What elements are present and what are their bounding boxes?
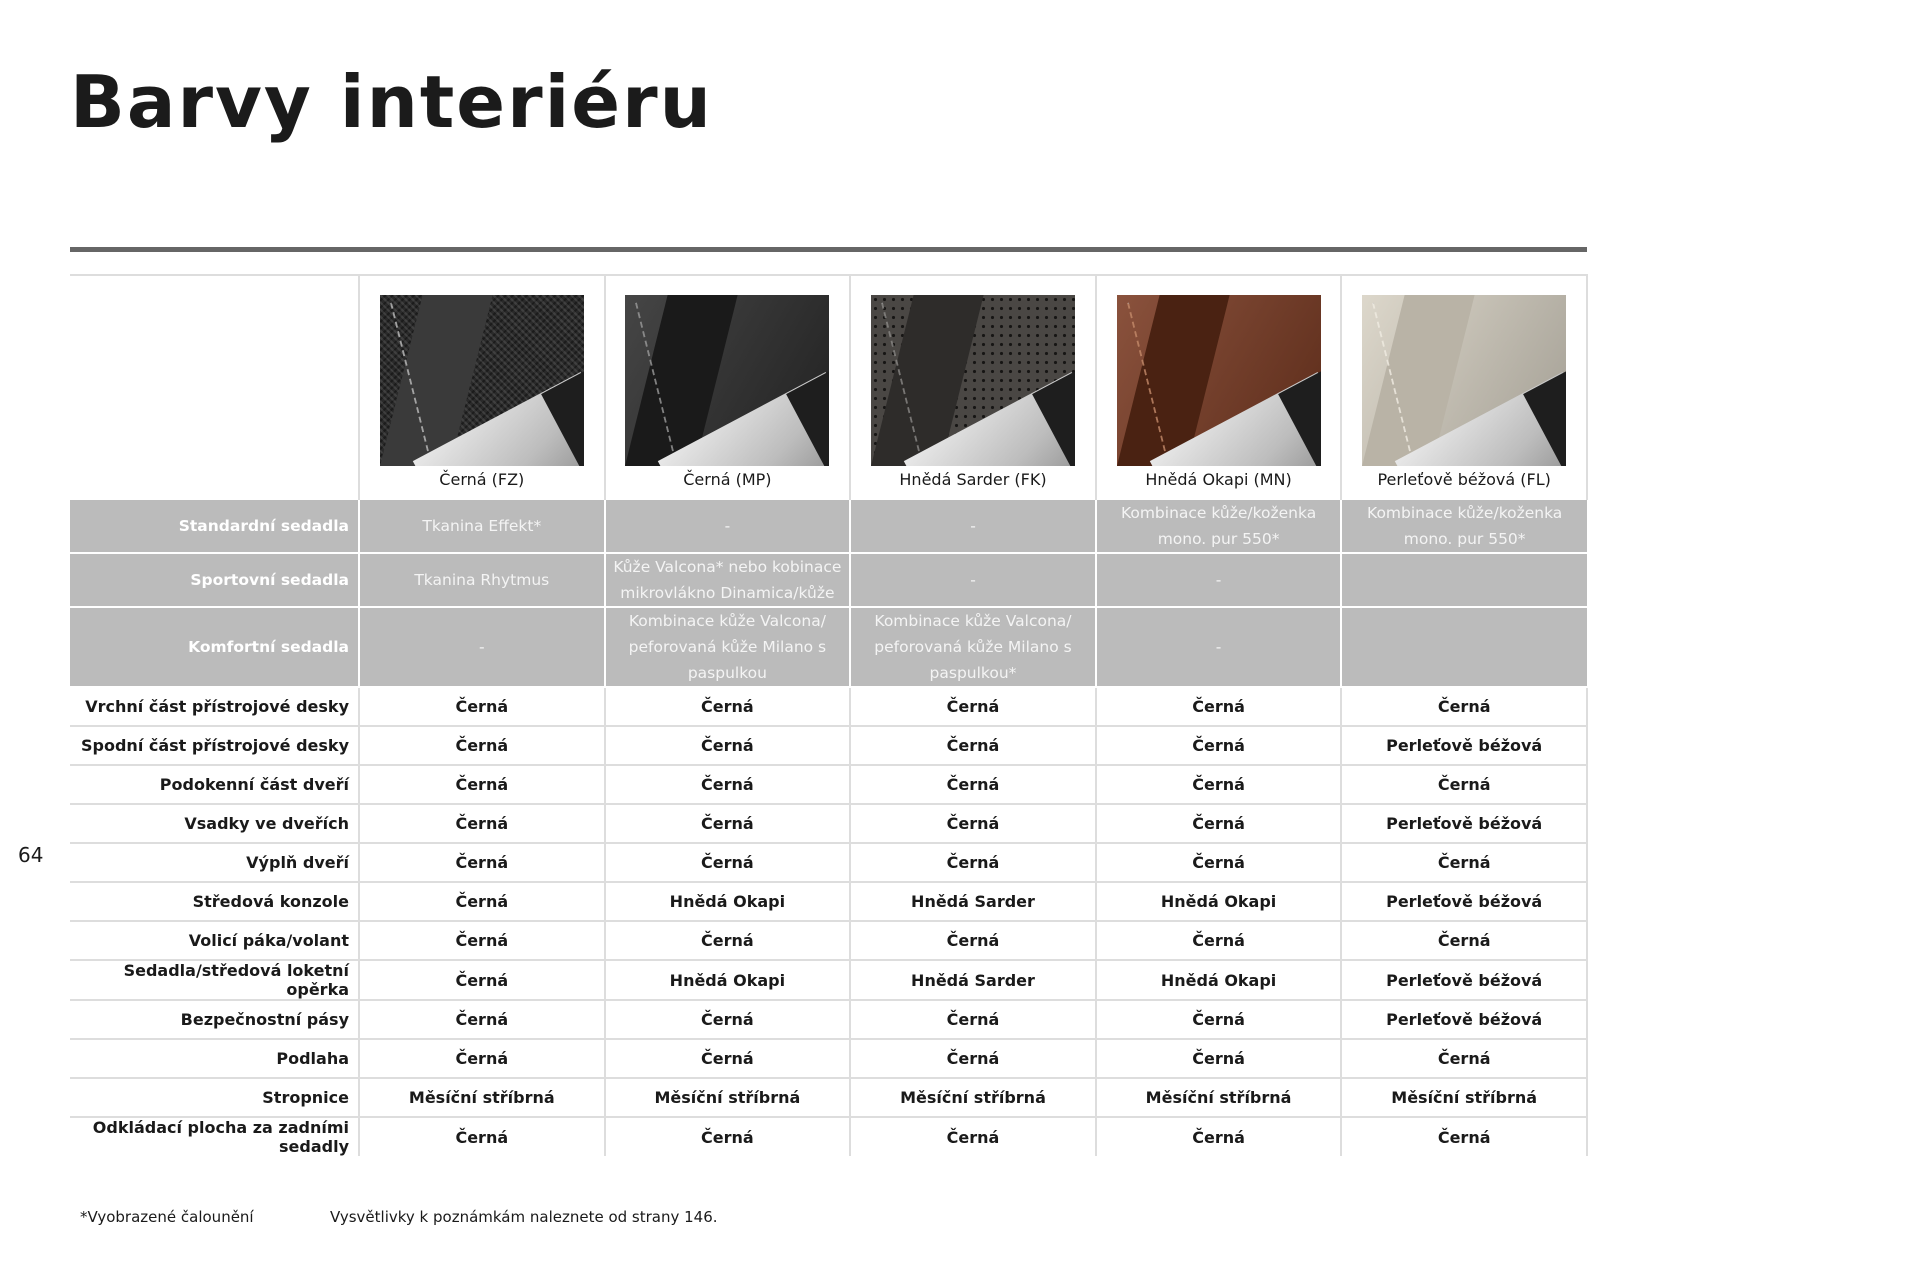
table-cell: Černá [1096, 804, 1342, 843]
table-row [70, 843, 1587, 882]
swatch-column-2 [850, 275, 1096, 500]
table-cell: Kombinace kůže Valcona/ peforovaná kůže Milano s paspulkou* [850, 607, 1096, 687]
upholstery-swatch-image [871, 295, 1075, 466]
upholstery-swatch-image [380, 295, 584, 466]
title-divider [70, 247, 1587, 252]
table-cell: - [605, 500, 851, 553]
table-row [70, 1039, 1587, 1078]
row-label: Výplň dveří [70, 843, 359, 882]
table-cell: Měsíční stříbrná [850, 1078, 1096, 1117]
table-cell: Hnědá Sarder [850, 960, 1096, 1000]
table-cell: Černá [1341, 687, 1587, 726]
table-cell: Černá [605, 921, 851, 960]
table-cell: Černá [359, 1000, 605, 1039]
seat-row-sport [70, 553, 1587, 607]
upholstery-swatch-image [1362, 295, 1566, 466]
table-cell: Černá [850, 726, 1096, 765]
footnote-reference: Vysvětlivky k poznámkám naleznete od strany 146. [330, 1208, 718, 1226]
table-cell: Černá [605, 726, 851, 765]
color-rows [70, 687, 1587, 1156]
swatch-column-0 [359, 275, 605, 500]
table-cell: Černá [605, 1000, 851, 1039]
table-cell: Černá [359, 687, 605, 726]
table-row [70, 804, 1587, 843]
table-cell: Černá [359, 726, 605, 765]
row-label: Odkládací plocha za zadními sedadly [92, 1118, 349, 1156]
table-cell: Černá [850, 1117, 1096, 1156]
row-label: Středová konzole [70, 882, 359, 921]
table-cell: Černá [850, 687, 1096, 726]
table-cell: Hnědá Okapi [1096, 882, 1342, 921]
upholstery-swatch-image [1117, 295, 1321, 466]
row-label: Vrchní část přístrojové desky [70, 687, 359, 726]
table-cell [1341, 607, 1587, 687]
table-cell: Perleťově béžová [1341, 804, 1587, 843]
swatch-header-row [70, 275, 1587, 500]
row-label: Stropnice [70, 1078, 359, 1117]
row-label: Volicí páka/volant [70, 921, 359, 960]
table-cell: Černá [359, 1117, 605, 1156]
table-cell [1341, 553, 1587, 607]
upholstery-swatch-image [625, 295, 829, 466]
page-number: 64 [18, 843, 44, 867]
table-cell: Černá [1096, 843, 1342, 882]
row-label: Podokenní část dveří [70, 765, 359, 804]
row-label: Vsadky ve dveřích [70, 804, 359, 843]
footnote-displayed-upholstery: *Vyobrazené čalounění [80, 1208, 254, 1226]
table-cell: Měsíční stříbrná [359, 1078, 605, 1117]
swatch-column-3 [1096, 275, 1342, 500]
table-cell: Kombinace kůže/koženka mono. pur 550* [1096, 500, 1342, 553]
table-row [70, 960, 1587, 1000]
table-cell: Perleťově béžová [1341, 882, 1587, 921]
row-label: Sportovní sedadla [70, 553, 359, 607]
table-cell: Černá [605, 843, 851, 882]
table-row [70, 1000, 1587, 1039]
table-cell: Kombinace kůže/koženka mono. pur 550* [1341, 500, 1587, 553]
table-cell: Černá [605, 1039, 851, 1078]
table-cell: Černá [850, 921, 1096, 960]
table-row [70, 687, 1587, 726]
table-cell: Černá [359, 765, 605, 804]
table-row [70, 921, 1587, 960]
table-cell: - [850, 500, 1096, 553]
table-cell: Měsíční stříbrná [1341, 1078, 1587, 1117]
table-cell: Perleťově béžová [1341, 726, 1587, 765]
row-label: Spodní část přístrojové desky [70, 726, 359, 765]
table-cell: - [1096, 607, 1342, 687]
table-cell: Perleťově béžová [1341, 1000, 1587, 1039]
table-cell: Černá [359, 1039, 605, 1078]
table-cell: Černá [1096, 1000, 1342, 1039]
table-cell: Černá [1341, 1117, 1587, 1156]
header-corner [70, 275, 359, 500]
table-cell: Černá [359, 843, 605, 882]
table-cell: Černá [605, 804, 851, 843]
page-title: Barvy interiéru [70, 60, 713, 144]
table-row [70, 1078, 1587, 1117]
seat-row-comfort [70, 607, 1587, 687]
swatch-column-4 [1341, 275, 1587, 500]
swatch-column-1 [605, 275, 851, 500]
table-cell: - [359, 607, 605, 687]
swatch-label: Hnědá Okapi (MN) [1145, 470, 1292, 489]
table-cell: Černá [850, 765, 1096, 804]
table-cell: - [850, 553, 1096, 607]
table-cell: Černá [1341, 921, 1587, 960]
table-cell: Černá [1096, 687, 1342, 726]
table-cell: Černá [850, 1039, 1096, 1078]
table-cell: Tkanina Effekt* [359, 500, 605, 553]
table-cell: Černá [1341, 1039, 1587, 1078]
table-cell: Černá [1096, 921, 1342, 960]
table-cell: Černá [1341, 843, 1587, 882]
table-cell: Černá [1096, 1039, 1342, 1078]
table-cell: Černá [605, 687, 851, 726]
row-label: Bezpečnostní pásy [70, 1000, 359, 1039]
swatch-label: Černá (MP) [683, 470, 772, 489]
table-cell: Černá [359, 882, 605, 921]
seat-row-standard [70, 500, 1587, 553]
table-cell: Černá [1096, 726, 1342, 765]
table-cell: Černá [1096, 1117, 1342, 1156]
swatch-label: Černá (FZ) [439, 470, 525, 489]
table-cell: Černá [359, 960, 605, 1000]
table-cell: Hnědá Sarder [850, 882, 1096, 921]
row-label: Sedadla/středová loketní opěrka [70, 960, 359, 1000]
table-cell: Černá [359, 804, 605, 843]
table-cell: Hnědá Okapi [1096, 960, 1342, 1000]
row-label: Standardní sedadla [70, 500, 359, 553]
interior-colors-table [70, 274, 1588, 1156]
row-label: Podlaha [70, 1039, 359, 1078]
table-cell: Perleťově béžová [1341, 960, 1587, 1000]
table-row [70, 726, 1587, 765]
table-cell: Tkanina Rhytmus [359, 553, 605, 607]
table-row [70, 882, 1587, 921]
table-cell: Černá [850, 843, 1096, 882]
table-cell: Hnědá Okapi [605, 882, 851, 921]
table-cell: Černá [359, 921, 605, 960]
table-cell: Měsíční stříbrná [1096, 1078, 1342, 1117]
table-cell: - [1096, 553, 1342, 607]
table-cell: Kůže Valcona* nebo kobinace mikrovlákno Dinamica/kůže [605, 553, 851, 607]
swatch-label: Perleťově béžová (FL) [1377, 470, 1551, 489]
table-cell: Černá [1341, 765, 1587, 804]
row-label: Komfortní sedadla [70, 607, 359, 687]
table-row [70, 765, 1587, 804]
table-cell: Hnědá Okapi [605, 960, 851, 1000]
table-cell: Měsíční stříbrná [605, 1078, 851, 1117]
table-row [70, 1117, 1587, 1156]
table-cell: Černá [605, 1117, 851, 1156]
table-cell: Černá [850, 804, 1096, 843]
table-cell: Černá [1096, 765, 1342, 804]
swatch-label: Hnědá Sarder (FK) [899, 470, 1047, 489]
table-cell: Černá [605, 765, 851, 804]
table-cell: Černá [850, 1000, 1096, 1039]
table-cell: Kombinace kůže Valcona/ peforovaná kůže Milano s paspulkou [605, 607, 851, 687]
